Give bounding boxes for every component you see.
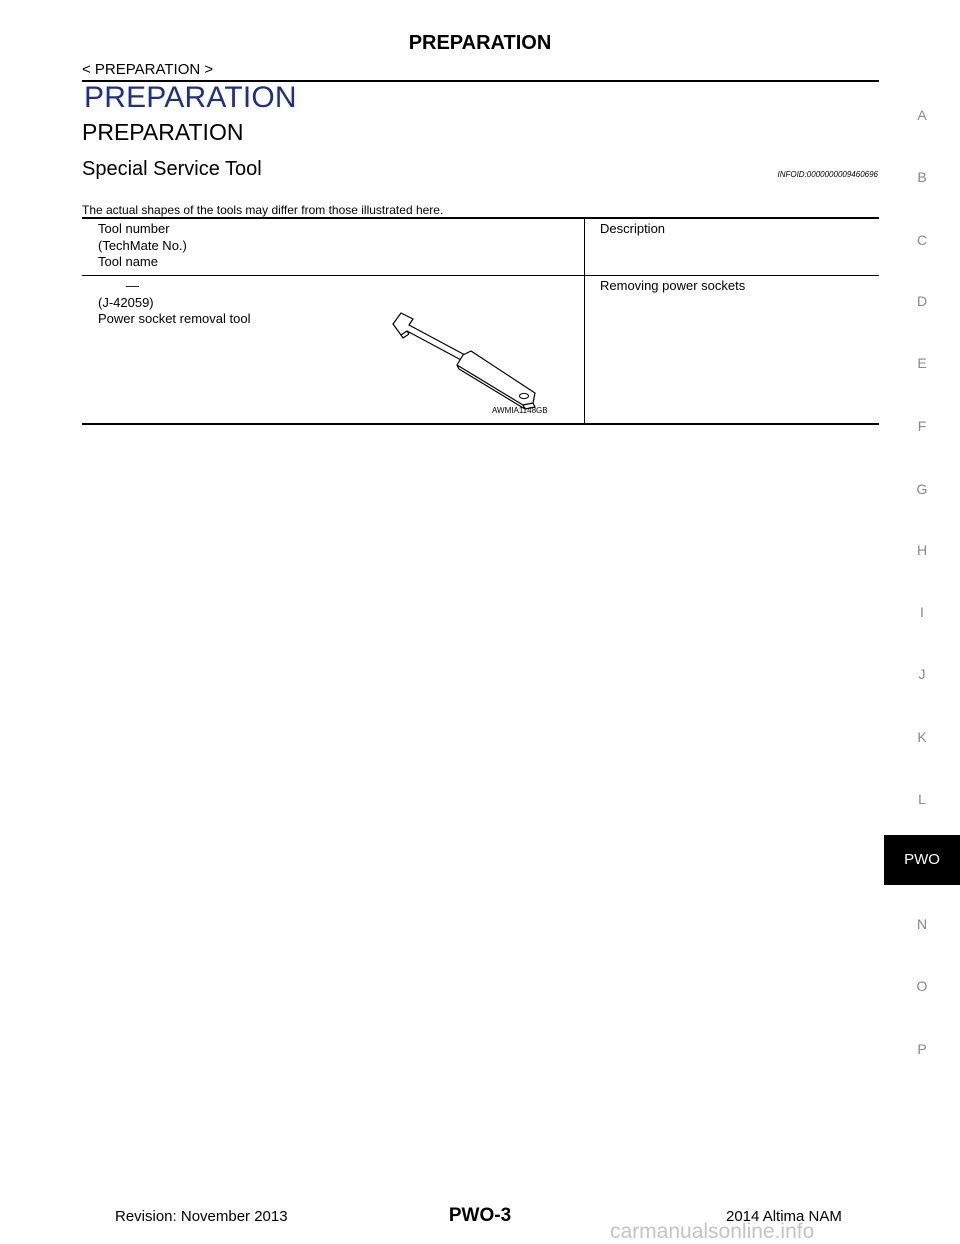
table-header-rule [82,275,879,276]
section-tab-p[interactable]: P [917,1041,927,1057]
tool-number: — [126,278,139,293]
section-tab-k[interactable]: K [917,729,927,745]
special-service-tool-heading: Special Service Tool [82,158,262,180]
tools-note: The actual shapes of the tools may differ from those illustrated here. [82,203,444,217]
section-title[interactable]: PREPARATION [84,81,297,114]
section-tab-d[interactable]: D [916,293,928,309]
section-tab-g[interactable]: G [916,481,928,497]
image-caption: AWMIA1148GB [492,406,548,415]
table-bottom-rule [82,423,879,425]
section-subtitle: PREPARATION [82,119,244,145]
techmate-number: (J-42059) [98,294,154,310]
tool-description: Removing power sockets [600,278,746,293]
section-tab-f[interactable]: F [917,418,927,434]
section-tab-b[interactable]: B [917,169,927,185]
section-tab-j[interactable]: J [918,666,926,682]
section-tab-e[interactable]: E [917,355,927,371]
section-tab-c[interactable]: C [916,232,928,248]
footer-model: 2014 Altima NAM [726,1208,842,1225]
section-tab-h[interactable]: H [916,542,928,558]
special-service-tool-table [82,217,879,425]
page-header-title: PREPARATION [408,32,552,54]
section-index-tabs [884,0,960,1242]
watermark-text: carmanualsonline.info [610,1220,815,1243]
section-tab-i[interactable]: I [920,604,924,620]
table-header-tool [98,221,187,271]
header-tool-number: Tool number [98,221,170,236]
header-techmate-no: (TechMate No.) [98,237,187,253]
footer-page-number: PWO-3 [448,1205,512,1226]
section-tab-a[interactable]: A [917,107,927,123]
header-tool-name: Tool name [98,254,158,269]
power-socket-removal-tool-illustration [387,309,557,417]
footer-revision: Revision: November 2013 [115,1208,288,1225]
table-header-description: Description [600,221,666,236]
section-tab-o[interactable]: O [916,978,928,994]
info-id: INFOID:0000000009460696 [777,170,878,179]
table-column-divider [584,217,585,425]
table-top-rule [82,217,879,219]
breadcrumb: < PREPARATION > [82,61,214,78]
section-tab-l[interactable]: L [918,791,926,807]
section-tab-n[interactable]: N [916,916,928,932]
tool-cell [98,278,250,328]
section-tab-pwo-active[interactable]: PWO [884,835,960,885]
tool-name: Power socket removal tool [98,311,251,326]
